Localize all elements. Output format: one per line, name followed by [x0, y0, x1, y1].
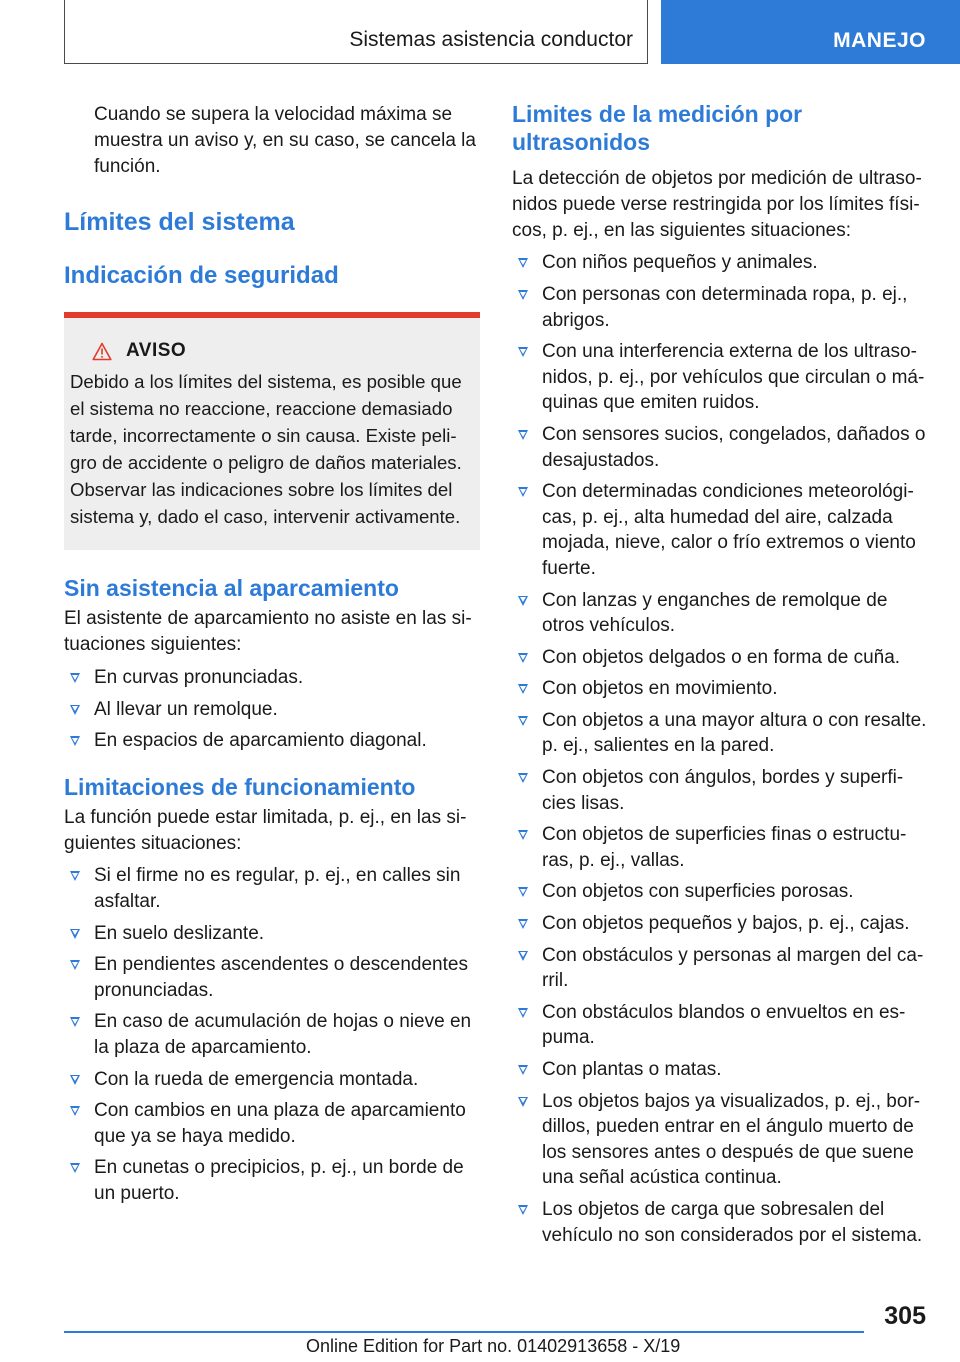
list-item: Con personas con determinada ropa, p. ej., abrigos.: [512, 282, 928, 333]
list-item: Con objetos con ángulos, bordes y superficies lisas.: [512, 765, 928, 816]
list-item: En caso de acumulación de hojas o nieve en la plaza de aparcamiento.: [64, 1009, 480, 1060]
list-item: Con una interferencia externa de los ultrasonidos, p. ej., por vehículos que circulan o máquinas que emiten ruidos.: [512, 339, 928, 416]
triangle-bullet-icon: [70, 871, 80, 881]
list-item: Si el firme no es regular, p. ej., en calles sin asfaltar.: [64, 863, 480, 914]
list-item: Con objetos de superficies finas o estructuras, p. ej., vallas.: [512, 822, 928, 873]
list-item: Con objetos delgados o en forma de cuña.: [512, 645, 928, 671]
list-item: Con objetos pequeños y bajos, p. ej., cajas.: [512, 911, 928, 937]
triangle-bullet-icon: [518, 1065, 528, 1075]
footer-edition-text: Online Edition for Part no. 01402913658 - X/19: [306, 1336, 681, 1356]
limitations-paragraph: La función puede estar limitada, p. ej., en las siguientes situaciones:: [64, 806, 467, 854]
triangle-bullet-icon: [518, 347, 528, 357]
list-item: Los objetos de carga que sobresalen del vehículo no son considerados por el sistema.: [512, 1197, 928, 1248]
no-assist-list: [64, 665, 480, 754]
list-item: Con niños pequeños y animales.: [512, 250, 928, 276]
triangle-bullet-icon: [70, 673, 80, 683]
list-item: En curvas pronunciadas.: [64, 665, 480, 691]
triangle-bullet-icon: [518, 773, 528, 783]
intro-paragraph: Cuando se supera la velocidad máxima se muestra un aviso y, en su caso, se cancela la función.: [94, 104, 476, 177]
warning-label: AVISO: [126, 340, 187, 362]
warning-title: [70, 340, 472, 362]
triangle-bullet-icon: [518, 919, 528, 929]
triangle-bullet-icon: [70, 1163, 80, 1173]
triangle-bullet-icon: [518, 487, 528, 497]
ultrasonic-paragraph: La detección de objetos por medición de ultrasonidos puede verse restringida por los límites físicos, p. ej., en las siguientes situaciones:: [512, 168, 922, 241]
list-item: Con lanzas y enganches de remolque de otros vehículos.: [512, 588, 928, 639]
triangle-bullet-icon: [518, 716, 528, 726]
warning-box: [64, 312, 480, 550]
triangle-bullet-icon: [70, 705, 80, 715]
heading-no-parking-assist: Sin asistencia al aparcamiento: [64, 575, 399, 602]
heading-safety-note: Indicación de seguridad: [64, 262, 339, 290]
page-number: 305: [884, 1302, 926, 1330]
header-chapter-tab: [661, 0, 960, 64]
list-item: Con determinadas condiciones meteorológicas, p. ej., alta humedad del aire, calzada mojada, nieve, calor o frío extremos o viento fuerte.: [512, 479, 928, 581]
triangle-bullet-icon: [518, 684, 528, 694]
warning-text: Debido a los límites del sistema, es posible que el sistema no reaccione, reaccione demasiado tarde, incorrectamente o sin causa. Existe peligro de accidente o peligro de daños materiales. Observar las indicaciones sobre los límites del sistema y, dado el caso, intervenir activamente.: [70, 371, 462, 528]
triangle-bullet-icon: [70, 1106, 80, 1116]
list-item: Con objetos con superficies porosas.: [512, 879, 928, 905]
triangle-bullet-icon: [518, 258, 528, 268]
list-item: Al llevar un remolque.: [64, 697, 480, 723]
list-item: Con plantas o matas.: [512, 1057, 928, 1083]
triangle-bullet-icon: [518, 1097, 528, 1107]
triangle-bullet-icon: [518, 951, 528, 961]
right-column: [512, 100, 928, 1254]
list-item: Con sensores sucios, congelados, dañados o desajustados.: [512, 422, 928, 473]
triangle-bullet-icon: [518, 290, 528, 300]
triangle-bullet-icon: [70, 960, 80, 970]
left-column: [64, 100, 480, 1212]
limitations-list: [64, 863, 480, 1206]
header-section-box: [64, 0, 648, 64]
triangle-bullet-icon: [518, 1008, 528, 1018]
triangle-bullet-icon: [70, 929, 80, 939]
triangle-bullet-icon: [518, 653, 528, 663]
list-item: Con obstáculos blandos o envueltos en espuma.: [512, 1000, 928, 1051]
heading-function-limitations: Limitaciones de funcionamiento: [64, 773, 416, 800]
triangle-bullet-icon: [518, 887, 528, 897]
heading-system-limits: Límites del sistema: [64, 208, 295, 237]
triangle-bullet-icon: [70, 1017, 80, 1027]
list-item: Con la rueda de emergencia montada.: [64, 1067, 480, 1093]
warning-triangle-icon: [92, 342, 112, 361]
triangle-bullet-icon: [518, 430, 528, 440]
triangle-bullet-icon: [518, 596, 528, 606]
triangle-bullet-icon: [70, 736, 80, 746]
list-item: Con obstáculos y personas al margen del carril.: [512, 943, 928, 994]
heading-ultrasonic-limits: Limites de la medición por ultrasonidos: [512, 101, 803, 155]
list-item: Con cambios en una plaza de aparcamiento que ya se haya medido.: [64, 1098, 480, 1149]
triangle-bullet-icon: [518, 830, 528, 840]
list-item: En suelo deslizante.: [64, 921, 480, 947]
list-item: En cunetas o precipicios, p. ej., un borde de un puerto.: [64, 1155, 480, 1206]
footer-divider: [64, 1331, 864, 1333]
list-item: En espacios de aparcamiento diagonal.: [64, 728, 480, 754]
list-item: Con objetos a una mayor altura o con resalte. p. ej., salientes en la pared.: [512, 708, 928, 759]
triangle-bullet-icon: [518, 1205, 528, 1215]
list-item: Los objetos bajos ya visualizados, p. ej., bordillos, pueden entrar en el ángulo muerto de los sensores antes o después de que suene una señal acústica continua.: [512, 1089, 928, 1191]
list-item: En pendientes ascendentes o descendentes pronunciadas.: [64, 952, 480, 1003]
header-chapter-label: MANEJO: [833, 29, 926, 52]
list-item: Con objetos en movimiento.: [512, 676, 928, 702]
no-assist-paragraph: El asistente de aparcamiento no asiste en las situaciones siguientes:: [64, 608, 472, 656]
header-section-title: Sistemas asistencia conductor: [349, 28, 633, 51]
triangle-bullet-icon: [70, 1075, 80, 1085]
ultrasonic-list: [512, 250, 928, 1248]
